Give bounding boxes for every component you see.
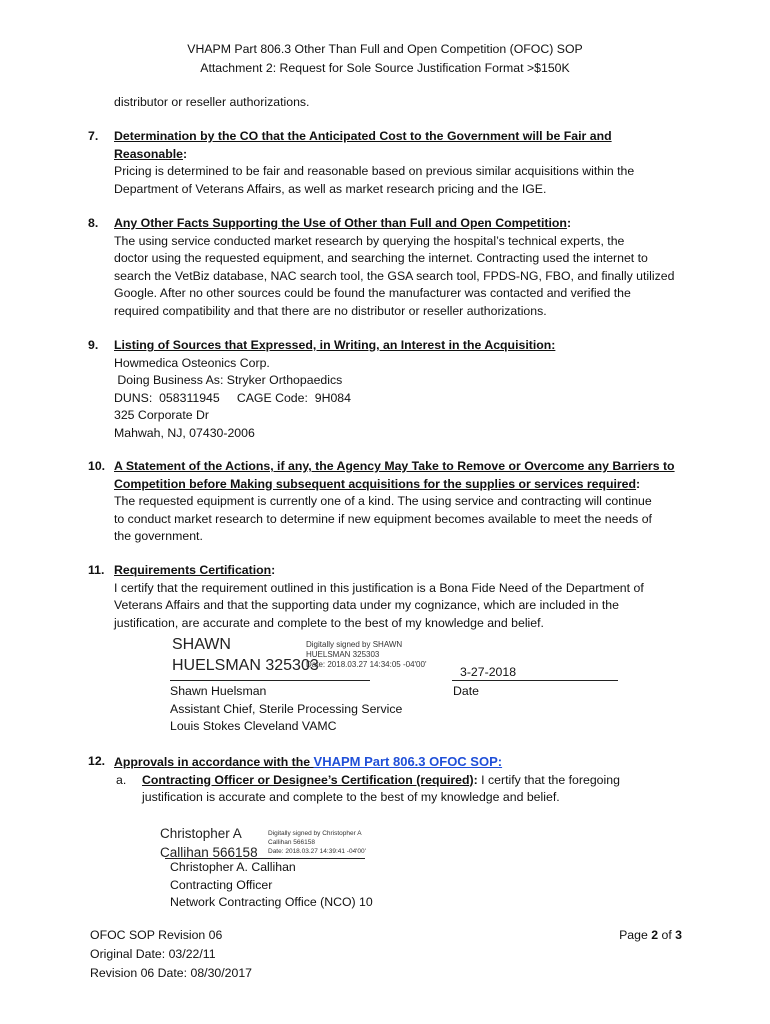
signature-name-cont: Callihan 566158 (160, 845, 258, 860)
source-company: Howmedica Osteonics Corp. (114, 355, 270, 370)
section-12: 12. Approvals in accordance with the VHAPM Part 806.3 OFOC SOP: a. Contracting Officer or Designee’s Certification (required): I certify that the foregoing justification is accurate and complete to the best of my knowledge and belief. (88, 753, 708, 807)
section-text: justification, are accurate and complete to the best of my knowledge and belief. (114, 615, 544, 630)
section-text: required compatibility and that there are no distributor or reseller authorizations. (114, 303, 547, 318)
page-total: 3 (675, 928, 682, 942)
section-title: Approvals in accordance with the (114, 755, 314, 769)
footer-revision: OFOC SOP Revision 06 (90, 928, 223, 942)
date-line (452, 680, 618, 681)
section-text: doctor using the requested equipment, and searching the internet. Contracting used the internet to (114, 251, 648, 266)
section-text: I certify that the requirement outlined in this justification is a Bona Fide Need of the Department of (114, 580, 644, 595)
section-title: Any Other Facts Supporting the Use of Other than Full and Open Competition (114, 216, 567, 230)
signature-name: SHAWN (172, 636, 231, 653)
section-text: The using service conducted market research by querying the hospital’s technical experts, the (114, 233, 625, 248)
section-title: Requirements Certification (114, 563, 272, 577)
section-7: 7. Determination by the CO that the Anticipated Cost to the Government will be Fair and Reasonable: Pricing is determined to be fair and reasonable based on previous similar acquisitions within the Department of Veterans Affairs, as well as market research pricing and the IGE. (88, 128, 688, 198)
signature-name: Christopher A (160, 826, 242, 841)
page-number: Page 2 of 3 (619, 928, 682, 942)
source-duns-cage: DUNS: 058311945 CAGE Code: 9H084 (114, 390, 351, 405)
signer-name: Christopher A. Callihan (170, 860, 296, 874)
digital-signature-christopher (160, 824, 258, 862)
signature-name-cont: HUELSMAN 325303 (172, 657, 319, 674)
signer-block (170, 683, 402, 736)
section-text: Pricing is determined to be fair and reasonable based on previous similar acquisitions within the (114, 164, 635, 179)
signer-name: Shawn Huelsman (170, 684, 267, 698)
signature-date-value: 3-27-2018 (460, 665, 517, 679)
section-text: The requested equipment is currently one of a kind. The using service and contracting will continue (114, 494, 652, 509)
signer-block (170, 859, 373, 912)
continuation-text: distributor or reseller authorizations. (114, 95, 310, 109)
section-number: 11. (88, 563, 105, 577)
sub-item-text-cont: justification is accurate and complete to the best of my knowledge and belief. (142, 790, 560, 805)
source-street: 325 Corporate Dr (114, 408, 210, 423)
section-text: search the VetBiz database, NAC search tool, the GSA search tool, FPDS-NG, FBO, and finally utilized (114, 268, 675, 283)
section-10: 10. A Statement of the Actions, if any, the Agency May Take to Remove or Overcome any Barriers to Competition before Making subsequent acquisitions for the supplies or services required: The requested equipment is currently one of a kind. The using service and contracting will continue to conduct market research to determine if new equipment becomes available to meet the needs of the government. (88, 458, 688, 546)
sub-item-marker: a. (116, 772, 127, 787)
source-dba: Doing Business As: Stryker Orthopaedics (114, 373, 343, 388)
signer-title: Assistant Chief, Sterile Processing Service (170, 701, 403, 716)
section-number: 10. (88, 459, 106, 473)
footer-original-date: Original Date: 03/22/11 (90, 947, 216, 961)
footer-revision-date: Revision 06 Date: 08/30/2017 (90, 966, 253, 980)
sub-item-text: I certify that the foregoing (477, 772, 620, 787)
section-title-cont: Reasonable (114, 146, 184, 161)
section-title: Listing of Sources that Expressed, in Writing, an Interest in the Acquisition: (114, 338, 556, 352)
section-title: Determination by the CO that the Anticipated Cost to the Government will be Fair and (114, 129, 612, 143)
header-subtitle: Attachment 2: Request for Sole Source Justification Format >$150K (200, 61, 570, 75)
section-11: 11. Requirements Certification: I certify that the requirement outlined in this justification is a Bona Fide Need of the Department of Veterans Affairs and that the supporting data under my cognizance, which are included in the justification, are accurate and complete to the best of my knowledge and belief. (88, 562, 688, 632)
section-text: Veterans Affairs and that the supporting data under my cognizance, which are included in the (114, 598, 619, 613)
section-text: the government. (114, 529, 203, 544)
section-title: A Statement of the Actions, if any, the Agency May Take to Remove or Overcome any Barriers to (114, 459, 675, 473)
date-label: Date (453, 684, 479, 698)
digital-signature-details: Digitally signed by SHAWN HUELSMAN 325303 Date: 2018.03.27 14:34:05 -04'00' (306, 640, 427, 669)
signer-org: Louis Stokes Cleveland VAMC (170, 719, 337, 734)
signer-title: Contracting Officer (170, 877, 273, 892)
section-number: 8. (88, 216, 99, 230)
digital-signature-shawn (172, 634, 319, 676)
page-header (0, 40, 770, 78)
source-city: Mahwah, NJ, 07430-2006 (114, 425, 255, 440)
section-number: 12. (88, 754, 106, 768)
page-footer (90, 926, 252, 983)
section-number: 7. (88, 129, 99, 143)
digital-signature-details: Digitally signed by Christopher A Callihan 566158 Date: 2018.03.27 14:39:41 -04'00' (268, 830, 366, 855)
section-number: 9. (88, 338, 99, 352)
signature-line (170, 680, 370, 681)
sop-link[interactable]: VHAPM Part 806.3 OFOC SOP: (313, 754, 503, 769)
section-8: 8. Any Other Facts Supporting the Use of Other than Full and Open Competition: The using service conducted market research by querying the hospital’s technical experts, the doctor using the requested equipment, and searching the internet. Contracting used the internet to search the VetBiz database, NAC search tool, the GSA search tool, FPDS-NG, FBO, and finally utilized Google. After no other sources could be found the manufacturer was contacted and verified the required compatibility and that there are no distributor or reseller authorizations. (88, 215, 688, 321)
section-9 (88, 337, 688, 443)
section-text: to conduct market research to determine if new equipment becomes available to meet the needs of (114, 511, 652, 526)
section-text: Department of Veterans Affairs, as well as market research pricing and the IGE. (114, 181, 547, 196)
signer-org: Network Contracting Office (NCO) 10 (170, 895, 373, 910)
sub-item-title: Contracting Officer or Designee’s Certification (required) (142, 772, 474, 787)
header-title: VHAPM Part 806.3 Other Than Full and Open Competition (OFOC) SOP (187, 42, 583, 56)
page-current: 2 (651, 928, 659, 942)
section-title-cont: Competition before Making subsequent acquisitions for the supplies or services required (114, 476, 637, 491)
section-text: Google. After no other sources could be found the manufacturer was contacted and verified the (114, 286, 631, 301)
